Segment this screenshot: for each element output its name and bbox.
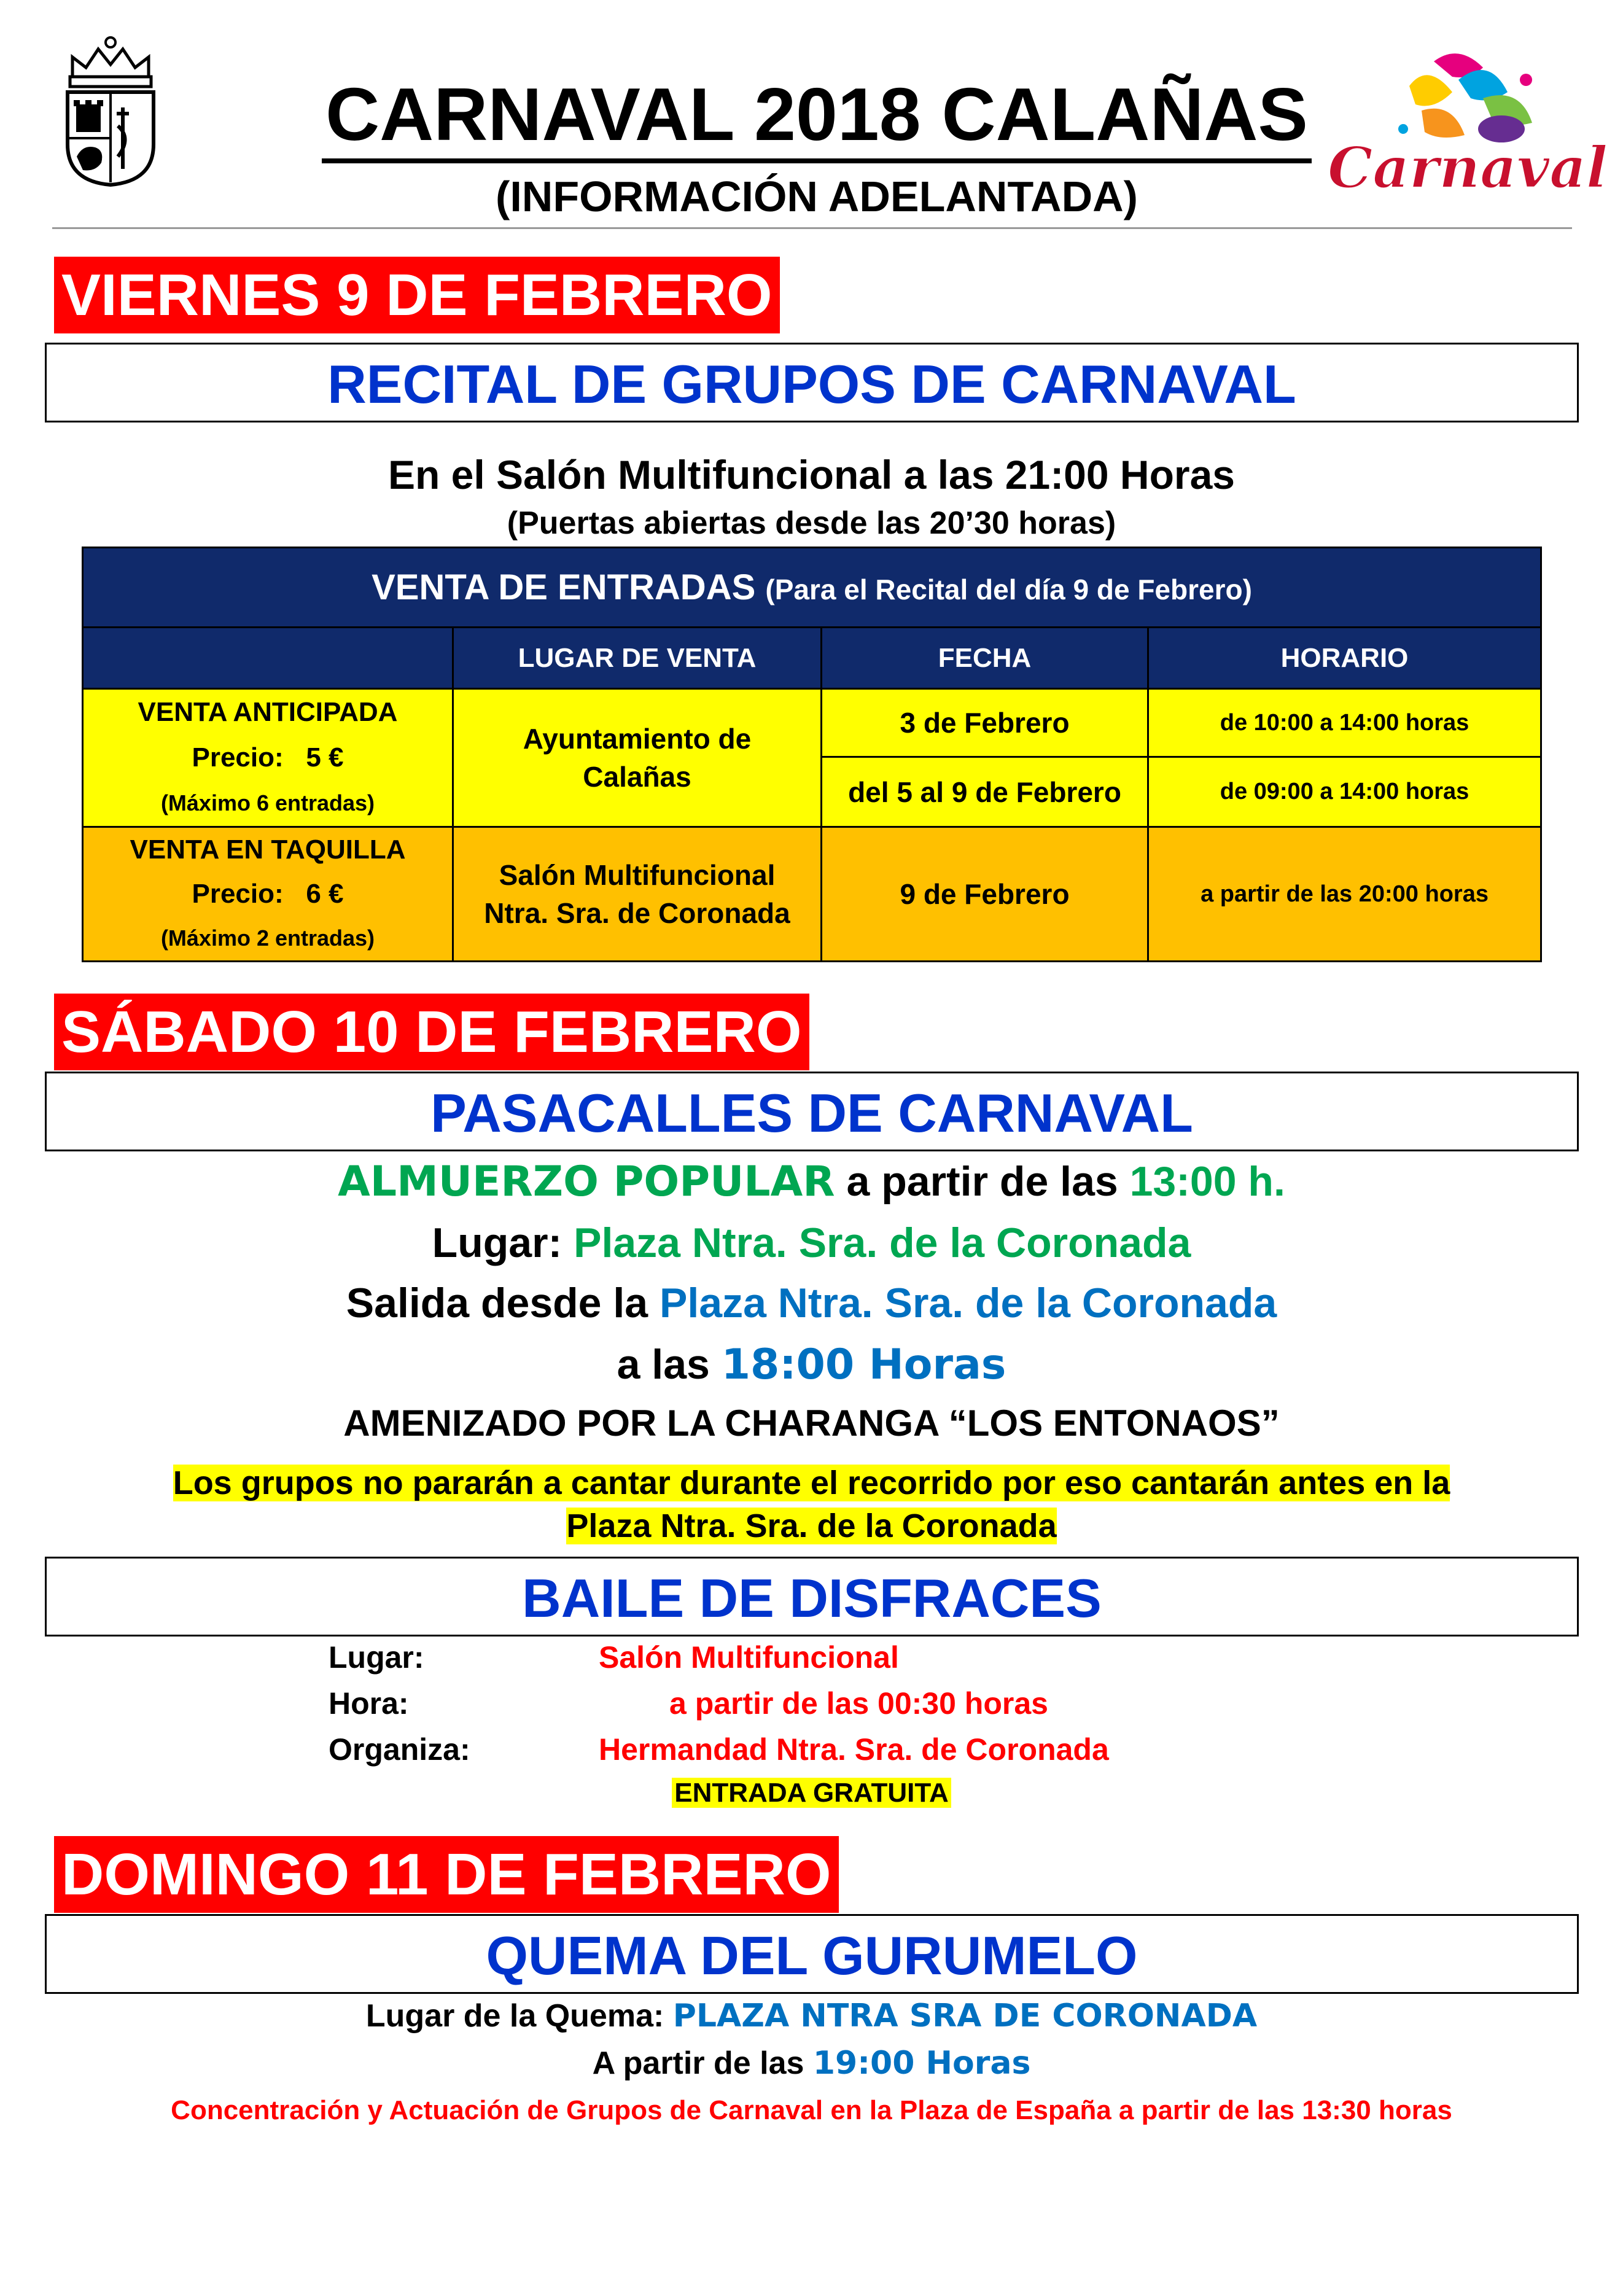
departure-label: Salida desde la [346, 1280, 660, 1326]
table-row [83, 689, 1541, 757]
box-office-max: (Máximo 2 entradas) [160, 925, 375, 951]
music-line: AMENIZADO POR LA CHARANGA “LOS ENTONAOS” [343, 1403, 1280, 1444]
box-office-price: Precio: 6 € [192, 879, 344, 909]
dance-time-value: a partir de las 00:30 horas [669, 1686, 1048, 1721]
box-office-label: VENTA EN TAQUILLA [130, 835, 406, 865]
lunch-line [0, 1158, 1623, 1206]
table-row [83, 827, 1541, 962]
departure-time-label: a las [617, 1341, 722, 1388]
route-note-line-2: Plaza Ntra. Sra. de la Coronada [566, 1508, 1057, 1544]
table-header-date: FECHA [822, 628, 1148, 689]
friday-event-title: RECITAL DE GRUPOS DE CARNAVAL [327, 354, 1296, 414]
advance-time-1: de 10:00 a 14:00 horas [1148, 689, 1541, 757]
page-subtitle: (INFORMACIÓN ADELANTADA) [496, 173, 1138, 220]
header-divider [52, 227, 1572, 229]
logo-text: Carnaval [1328, 134, 1608, 201]
dance-place-value: Salón Multifuncional [599, 1640, 899, 1675]
box-office-time: a partir de las 20:00 horas [1148, 827, 1541, 962]
route-note [0, 1461, 1623, 1547]
advance-date-1: 3 de Febrero [822, 689, 1148, 757]
burning-place-line [0, 1998, 1623, 2034]
departure-time-line [0, 1341, 1623, 1389]
route-note-line-1: Los grupos no pararán a cantar durante el recorrido por eso cantarán antes en la [173, 1465, 1450, 1501]
sunday-event-title: QUEMA DEL GURUMELO [486, 1925, 1138, 1986]
departure-time-value: 18:00 Horas [721, 1341, 1006, 1389]
table-title-row [83, 548, 1541, 628]
saturday-banner: SÁBADO 10 DE FEBRERO [54, 994, 809, 1070]
sunday-banner: DOMINGO 11 DE FEBRERO [54, 1836, 839, 1913]
lunch-time: 13:00 h. [1129, 1158, 1285, 1205]
dance-org-value: Hermandad Ntra. Sra. de Coronada [599, 1732, 1109, 1767]
burning-place-label: Lugar de la Quema: [365, 1998, 673, 2034]
advance-sale-place: Ayuntamiento de Calañas [453, 689, 822, 827]
page-title: CARNAVAL 2018 CALAÑAS [233, 77, 1400, 152]
advance-sale-cell [83, 689, 453, 827]
carnaval-logo-icon [1328, 43, 1608, 203]
dance-org-label: Organiza: [329, 1732, 470, 1767]
box-office-cell [83, 827, 453, 962]
table-header-time: HORARIO [1148, 628, 1541, 689]
lunch-mid: a partir de las [835, 1158, 1130, 1205]
advance-sale-label: VENTA ANTICIPADA [138, 697, 398, 727]
box-office-date: 9 de Febrero [822, 827, 1148, 962]
dance-place-label: Lugar: [329, 1640, 424, 1675]
friday-venue-line: En el Salón Multifuncional a las 21:00 Horas [387, 452, 1236, 497]
friday-doors-line: (Puertas abiertas desde las 20’30 horas) [507, 505, 1116, 541]
box-office-place: Salón Multifuncional Ntra. Sra. de Coronada [453, 827, 822, 962]
lunch-place-line [0, 1219, 1623, 1267]
advance-time-2: de 09:00 a 14:00 horas [1148, 757, 1541, 827]
burning-place-value: PLAZA NTRA SRA DE CORONADA [672, 1998, 1258, 2034]
burning-time-value: 19:00 Horas [812, 2045, 1031, 2082]
burning-time-label: A partir de las [592, 2045, 813, 2081]
town-crest-icon [61, 34, 160, 187]
dance-entry-line [0, 1778, 1623, 1808]
table-title-note: (Para el Recital del día 9 de Febrero) [765, 574, 1252, 605]
advance-sale-max: (Máximo 6 entradas) [160, 790, 375, 815]
dance-event-title: BAILE DE DISFRACES [522, 1568, 1102, 1629]
departure-value: Plaza Ntra. Sra. de la Coronada [660, 1280, 1277, 1326]
dance-event-box [45, 1557, 1579, 1636]
lunch-name: ALMUERZO POPULAR [338, 1158, 835, 1206]
departure-line [0, 1279, 1623, 1327]
friday-event-box [45, 343, 1579, 422]
table-header-cell [83, 628, 453, 689]
advance-date-2: del 5 al 9 de Febrero [822, 757, 1148, 827]
dance-time-label: Hora: [329, 1686, 409, 1721]
dance-entry: ENTRADA GRATUITA [672, 1778, 951, 1808]
sunday-event-box [45, 1914, 1579, 1994]
saturday-event-box [45, 1072, 1579, 1151]
table-header-row [83, 628, 1541, 689]
table-header-place: LUGAR DE VENTA [453, 628, 822, 689]
burning-time-line [0, 2045, 1623, 2082]
advance-sale-price: Precio: 5 € [192, 742, 344, 772]
lunch-place-label: Lugar: [432, 1220, 574, 1266]
friday-banner: VIERNES 9 DE FEBRERO [54, 257, 780, 333]
sunday-note: Concentración y Actuación de Grupos de Carnaval en la Plaza de España a partir de las 13:30 horas [171, 2095, 1452, 2125]
table-title: VENTA DE ENTRADAS (Para el Recital del día 9 de Febrero) [83, 548, 1541, 628]
lunch-place-value: Plaza Ntra. Sra. de la Coronada [574, 1220, 1191, 1266]
ticket-sales-table [82, 547, 1542, 962]
saturday-event-title: PASACALLES DE CARNAVAL [430, 1083, 1193, 1143]
